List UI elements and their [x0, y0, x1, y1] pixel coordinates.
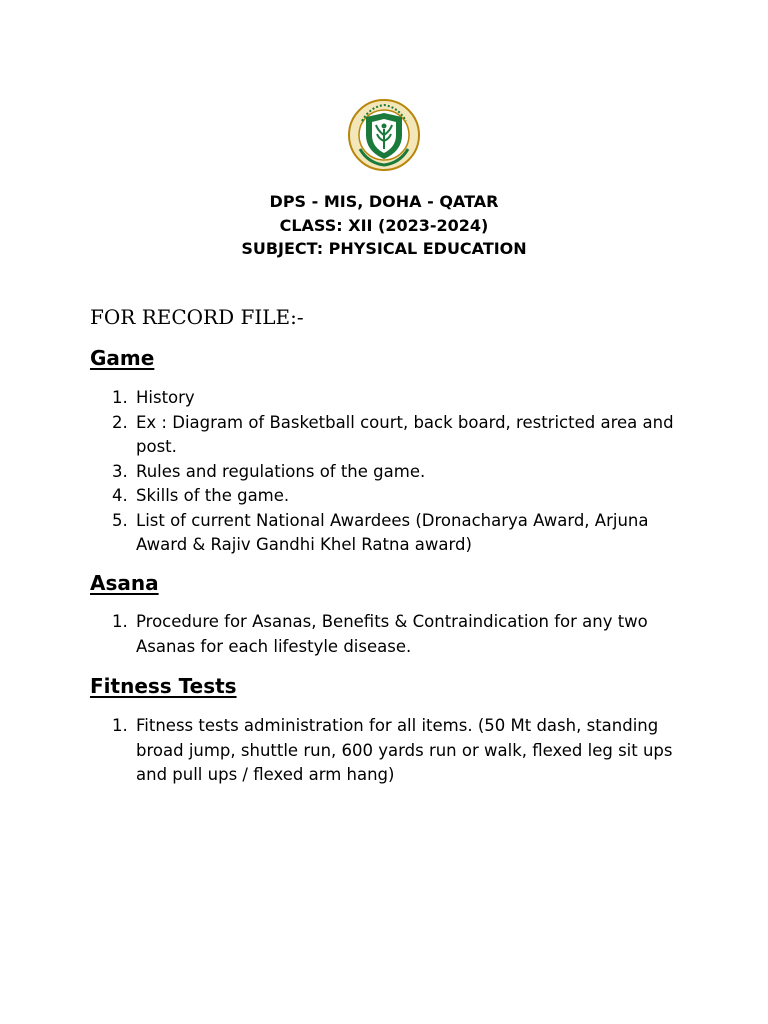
- record-file-heading: FOR RECORD FILE:-: [90, 305, 304, 329]
- school-crest-icon: [348, 99, 420, 171]
- school-name: DPS - MIS, DOHA - QATAR: [269, 192, 499, 211]
- list-item: 1. History: [112, 388, 195, 407]
- document-header: [0, 190, 768, 261]
- game-list: [112, 386, 692, 558]
- list-item: 3. Rules and regulations of the game.: [112, 461, 426, 481]
- asana-list: [112, 610, 692, 659]
- subject-line: SUBJECT: PHYSICAL EDUCATION: [241, 239, 527, 258]
- section-title-asana: Asana: [90, 571, 159, 595]
- list-item: 4. Skills of the game.: [112, 486, 290, 505]
- list-item: 1. Procedure for Asanas, Benefits & Contraindication for any two Asanas for each lifestyle disease.: [112, 612, 648, 656]
- school-logo: [348, 99, 420, 171]
- fitness-tests-list: [112, 714, 692, 788]
- section-title-game: Game: [90, 346, 155, 370]
- list-item: 1. Fitness tests administration for all items. (50 Mt dash, standing broad jump, shuttle run, 600 yards run or walk, flexed leg sit ups and pull ups / flexed arm hang): [112, 716, 673, 784]
- section-title-fitness-tests: Fitness Tests: [90, 674, 237, 698]
- list-item: 5. List of current National Awardees (Dronacharya Award, Arjuna Award & Rajiv Gandhi Khel Ratna award): [112, 510, 649, 554]
- class-line: CLASS: XII (2023-2024): [279, 215, 489, 235]
- list-item: 2. Ex : Diagram of Basketball court, back board, restricted area and post.: [112, 412, 674, 456]
